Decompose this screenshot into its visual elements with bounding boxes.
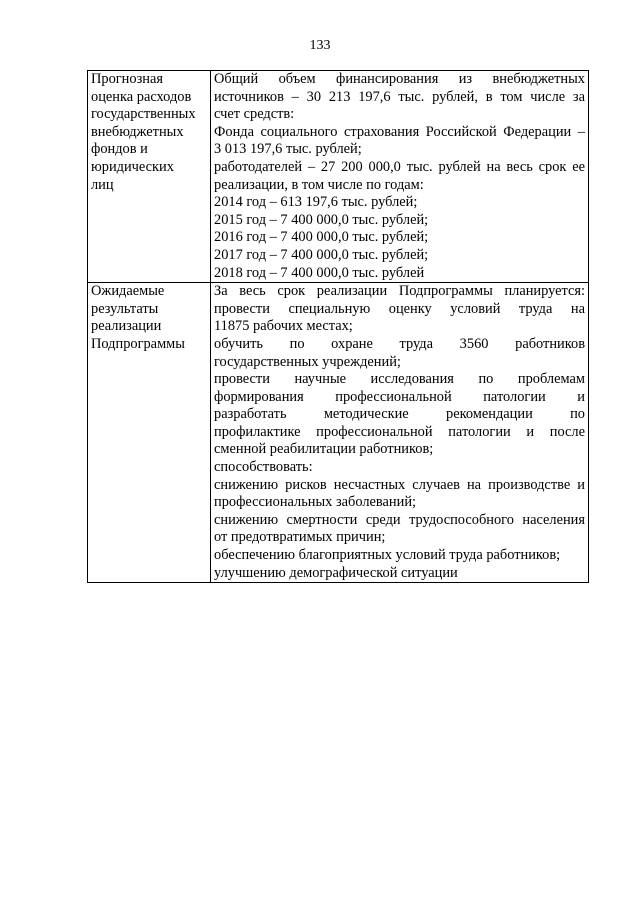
content-line: источников – 30 213 197,6 тыс. рублей, в том числе за	[214, 88, 585, 105]
content-line: счет средств:	[214, 106, 295, 123]
content-line: формирования профессиональной патологии и	[214, 388, 585, 405]
label-line: государственных	[91, 106, 196, 123]
label-line: Подпрограммы	[91, 335, 185, 352]
table-row	[88, 71, 589, 283]
content-line: способствовать:	[214, 459, 313, 476]
content-line: профессиональных заболеваний;	[214, 494, 417, 511]
content-line: 2017 год – 7 400 000,0 тыс. рублей;	[214, 246, 429, 263]
content-line: обучить по охране труда 3560 работников	[214, 335, 585, 352]
content-line: разработать методические рекомендации по	[214, 406, 585, 423]
content-line: 3 013 197,6 тыс. рублей;	[214, 141, 362, 158]
content-line: улучшению демографической ситуации	[214, 564, 458, 581]
content-line: от предотвратимых причин;	[214, 529, 386, 546]
label-line: внебюджетных	[91, 123, 184, 140]
label-line: лиц	[91, 176, 114, 193]
content-line: За весь срок реализации Подпрограммы планируется:	[214, 283, 585, 300]
content-line: 2015 год – 7 400 000,0 тыс. рублей;	[214, 211, 429, 228]
content-line: работодателей – 27 200 000,0 тыс. рублей на весь срок ее	[214, 158, 585, 175]
content-line: сменной реабилитации работников;	[214, 441, 434, 458]
row-content-cell	[211, 283, 589, 583]
label-line: результаты	[91, 300, 159, 317]
content-line: провести научные исследования по проблемам	[214, 371, 585, 388]
row-label-cell	[88, 283, 211, 583]
label-line: юридических	[91, 158, 174, 175]
label-line: фондов и	[91, 141, 148, 158]
content-line: государственных учреждений;	[214, 353, 401, 370]
content-line: Фонда социального страхования Российской Федерации –	[214, 123, 585, 140]
content-line: Общий объем финансирования из внебюджетных	[214, 71, 585, 87]
label-line: Ожидаемые	[91, 283, 165, 300]
label-line: реализации	[91, 318, 162, 335]
content-line: 2016 год – 7 400 000,0 тыс. рублей;	[214, 229, 429, 246]
row-content-cell	[211, 71, 589, 283]
content-line: профилактике профессиональной патологии и после	[214, 423, 585, 440]
content-line: провести специальную оценку условий труда на	[214, 300, 585, 317]
content-line: снижению рисков несчастных случаев на производстве и	[214, 476, 585, 493]
content-line: обеспечению благоприятных условий труда работников;	[214, 547, 561, 564]
row-label-cell	[88, 71, 211, 283]
content-line: 2014 год – 613 197,6 тыс. рублей;	[214, 194, 418, 211]
table-row	[88, 283, 589, 583]
page-number: 133	[309, 38, 331, 53]
program-passport-table	[87, 70, 589, 583]
label-line: Прогнозная	[91, 71, 163, 87]
label-line: оценка расходов	[91, 88, 192, 105]
content-line: 11875 рабочих местах;	[214, 318, 353, 335]
content-line: 2018 год – 7 400 000,0 тыс. рублей	[214, 264, 425, 281]
content-line: реализации, в том числе по годам:	[214, 176, 424, 193]
content-line: снижению смертности среди трудоспособного населения	[214, 511, 585, 528]
